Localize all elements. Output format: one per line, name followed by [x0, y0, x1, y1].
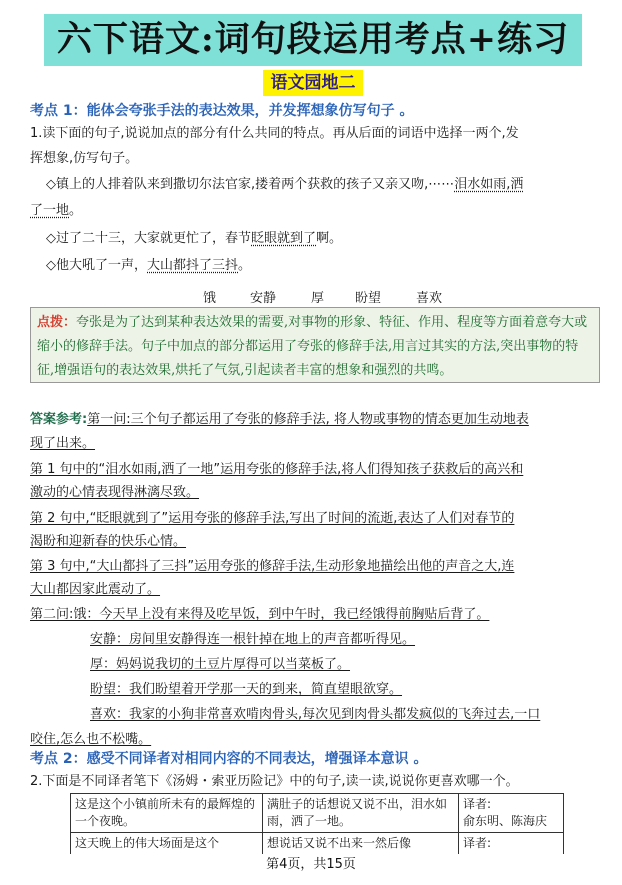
word-option: 安静: [250, 291, 277, 306]
point2-heading: 考点 2：感受不同译者对相同内容的不同表达，增强译本意识 。: [30, 751, 428, 767]
section-subtitle: 语文园地二: [263, 70, 363, 96]
answer-line: 喜欢：我家的小狗非常喜欢啃肉骨头,每次见到肉骨头都发疯似的飞奔过去,一口: [90, 707, 541, 722]
word-option: 喜欢: [416, 291, 443, 306]
sentence1-line1: ◇镇上的人排着队来到撒切尔法官家,搂着两个获救的孩子又亲又吻,⋯⋯泪水如雨,洒: [46, 177, 524, 192]
table-cell: 这是这个小镇前所未有的最辉煌的一个夜晚。: [71, 794, 263, 833]
sentence2-emphasis: 眨眼就到了: [251, 231, 317, 246]
sentence2: ◇过了二十三，大家就更忙了，春节眨眼就到了啊。: [46, 231, 343, 246]
sentence3: ◇他大吼了一声，大山都抖了三抖。: [46, 258, 252, 273]
table-cell: 译者: 俞东明、陈海庆: [459, 794, 564, 833]
answer-line: 答案参考:第一问:三个句子都运用了夸张的修辞手法, 将人物或事物的情态更加生动地表: [30, 412, 529, 427]
page-footer: 第4页，共15页: [0, 854, 622, 885]
answer-line: 第 3 句中,“大山都抖了三抖”运用夸张的修辞手法,生动形象地描绘出他的声音之大,连: [30, 559, 515, 574]
table-row: [71, 833, 564, 855]
answer-line: 第 2 句中,“眨眼就到了”运用夸张的修辞手法,写出了时间的流逝,表达了人们对春节的: [30, 511, 515, 526]
word-option: 饿: [203, 291, 217, 306]
answer-line: 渴盼和迎新春的快乐心情。: [30, 534, 187, 549]
answer-line: 厚：妈妈说我切的土豆片厚得可以当菜板了。: [90, 657, 351, 672]
table-cell: 满肚子的话想说又说不出，泪水如雨，洒了一地。: [263, 794, 459, 833]
point1-heading: 考点 1：能体会夸张手法的表达效果，并发挥想象仿写句子 。: [30, 103, 414, 119]
table-cell: 想说话又说不出来一然后像: [263, 833, 459, 855]
page-title: 六下语文:词句段运用考点+练习: [56, 19, 570, 60]
title-banner: [44, 14, 582, 66]
answer-line: 安静：房间里安静得连一根针掉在地上的声音都听得见。: [90, 632, 416, 647]
answer-line: 第二问:饿：今天早上没有来得及吃早饭，到中午时，我已经饿得前胸贴后背了。: [30, 607, 490, 622]
sentence1-emphasis: 泪水如雨,洒: [454, 177, 524, 192]
tip-label: 点拨：: [37, 315, 77, 330]
word-option: 盼望: [355, 291, 382, 306]
tip-box: [30, 307, 600, 383]
question2-line: 2.下面是不同译者笔下《汤姆・索亚历险记》中的句子,读一读,说说你更喜欢哪一个。: [30, 774, 519, 789]
table-row: [71, 794, 564, 833]
table-cell: 这天晚上的伟大场面是这个: [71, 833, 263, 855]
answer-line: 盼望：我们盼望着开学那一天的到来，简直望眼欲穿。: [90, 682, 403, 697]
answer-line: 第 1 句中的“泪水如雨,洒了一地”运用夸张的修辞手法,将人们得知孩子获救后的高兴和: [30, 462, 524, 477]
question1-line1: 1.读下面的句子,说说加点的部分有什么共同的特点。再从后面的词语中选择一两个,发: [30, 126, 519, 141]
table-cell: 译者:: [459, 833, 564, 855]
word-option: 厚: [311, 291, 325, 306]
answer-line: 大山都因家此震动了。: [30, 582, 161, 597]
question1-line2: 挥想象,仿写句子。: [30, 151, 139, 166]
sentence3-emphasis: 大山都抖了三抖: [147, 258, 239, 273]
answer-line: 现了出来。: [30, 436, 96, 451]
answer-line: 激动的心情表现得淋漓尽致。: [30, 485, 200, 500]
answer-line: 咬住,怎么也不松嘴。: [30, 732, 152, 747]
translation-table: [70, 793, 564, 855]
answer-label: 答案参考:: [30, 412, 88, 427]
sentence1-line2: 了一地。: [30, 203, 83, 218]
tip-text: 夸张是为了达到某种表达效果的需要,对事物的形象、特征、作用、程度等方面着意夸大或缩小的修辞手法。句子中加点的部分都运用了夸张的修辞手法,用言过其实的方法,突出事物的特征,增强语句的表达效果,烘托了气氛,引起读者丰富的想象和强烈的共鸣。: [37, 315, 588, 378]
